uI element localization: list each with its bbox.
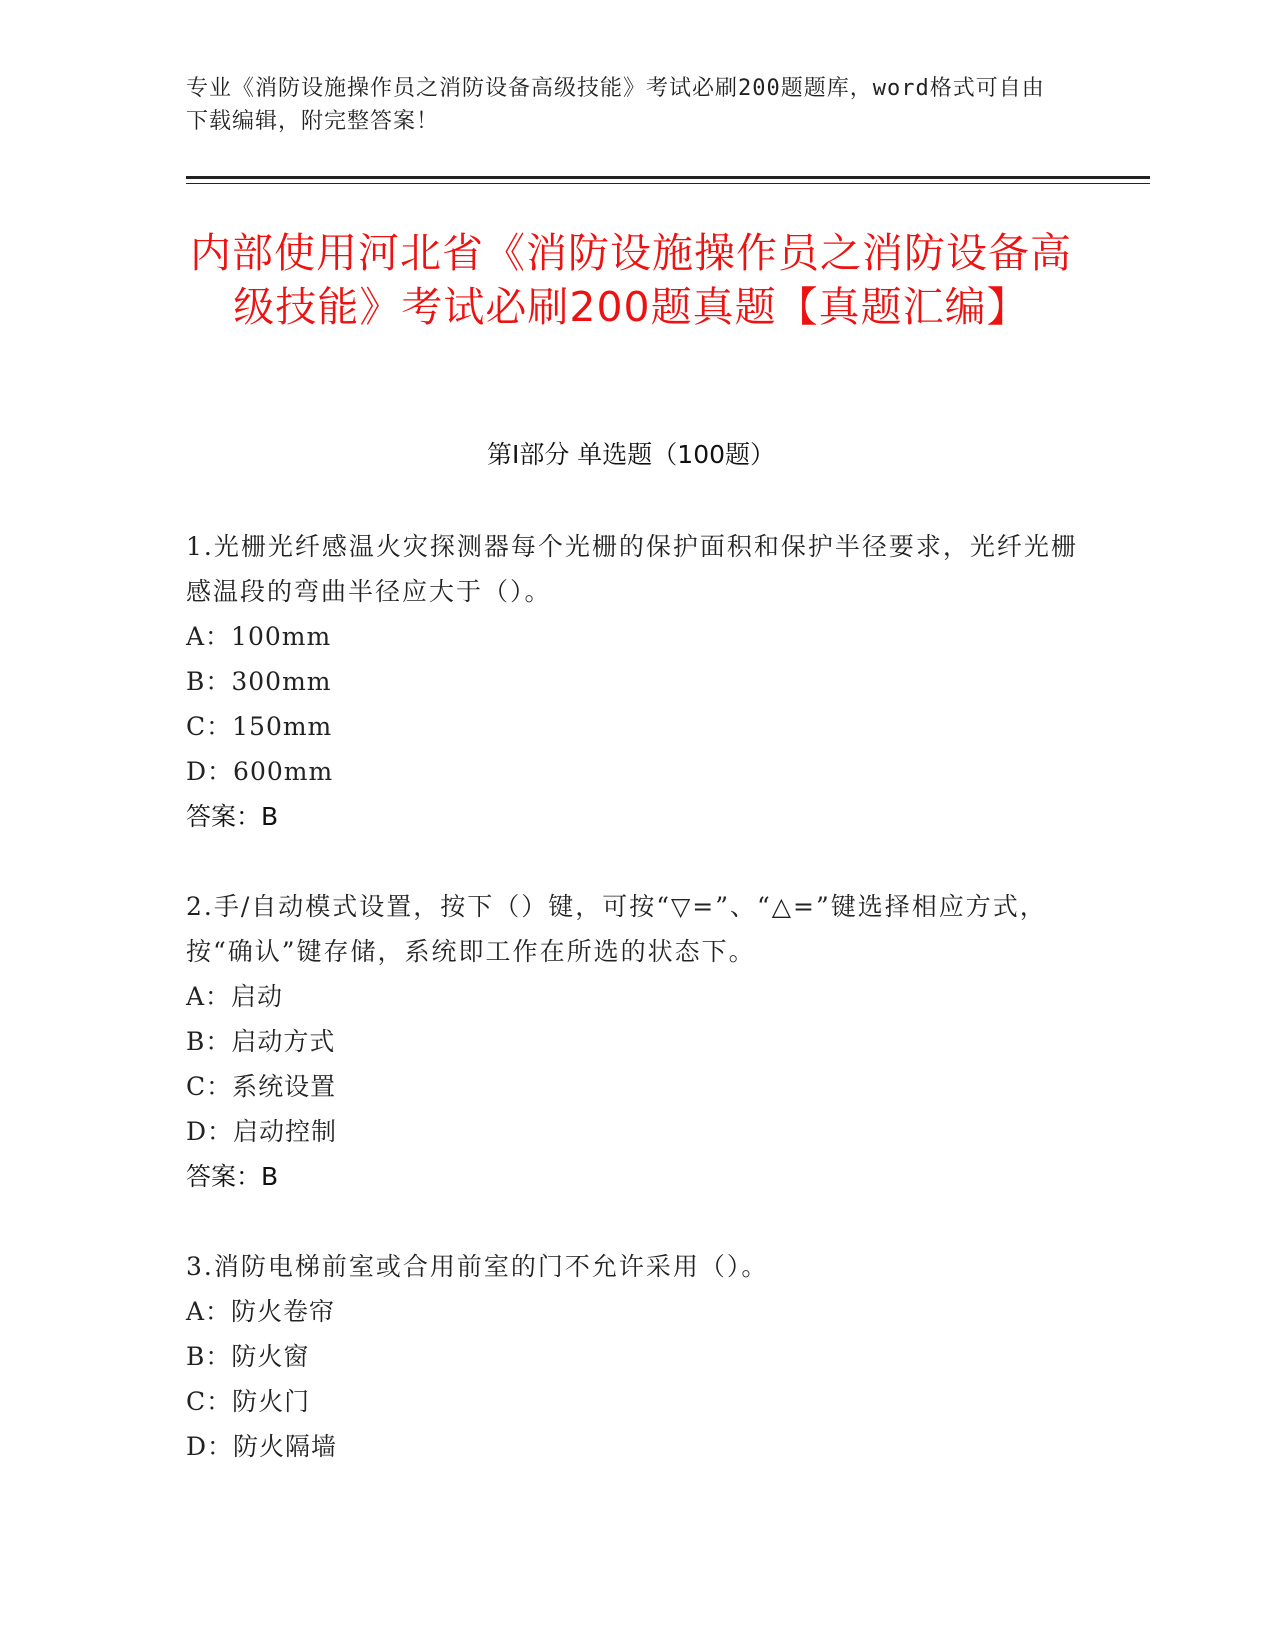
- question-2: [186, 884, 1086, 1199]
- header-divider-thick: [186, 176, 1150, 179]
- option-d: D：启动控制: [186, 1117, 338, 1146]
- option-a: A：防火卷帘: [186, 1297, 336, 1326]
- option-a: A：100mm: [186, 622, 332, 651]
- question-stem: 2.手/自动模式设置，按下（）键，可按“▽=”、“△=”键选择相应方式，按“确认”键存储，系统即工作在所选的状态下。: [186, 892, 1047, 966]
- question-3: [186, 1244, 1086, 1469]
- header-note: 专业《消防设施操作员之消防设备高级技能》考试必刷200题题库，word格式可自由下载编辑，附完整答案！: [186, 76, 1045, 134]
- question-stem: 1.光栅光纤感温火灾探测器每个光栅的保护面积和保护半径要求，光纤光栅感温段的弯曲半径应大于（）。: [186, 532, 1078, 606]
- option-a: A：启动: [186, 982, 284, 1011]
- document-title: 内部使用河北省《消防设施操作员之消防设备高级技能》考试必刷200题真题【真题汇编】: [190, 229, 1072, 331]
- section-heading: 第I部分 单选题（100题）: [486, 440, 776, 469]
- option-b: B：启动方式: [186, 1027, 336, 1056]
- question-1: [186, 524, 1086, 839]
- option-c: C：150mm: [186, 712, 333, 741]
- option-c: C：系统设置: [186, 1072, 337, 1101]
- option-d: D：防火隔墙: [186, 1432, 338, 1461]
- answer-line: 答案：B: [186, 802, 279, 831]
- option-c: C：防火门: [186, 1387, 311, 1416]
- header-divider-thin: [186, 183, 1150, 184]
- option-b: B：300mm: [186, 667, 332, 696]
- answer-line: 答案：B: [186, 1162, 279, 1191]
- option-b: B：防火窗: [186, 1342, 310, 1371]
- option-d: D：600mm: [186, 757, 334, 786]
- question-stem: 3.消防电梯前室或合用前室的门不允许采用（）。: [186, 1252, 769, 1281]
